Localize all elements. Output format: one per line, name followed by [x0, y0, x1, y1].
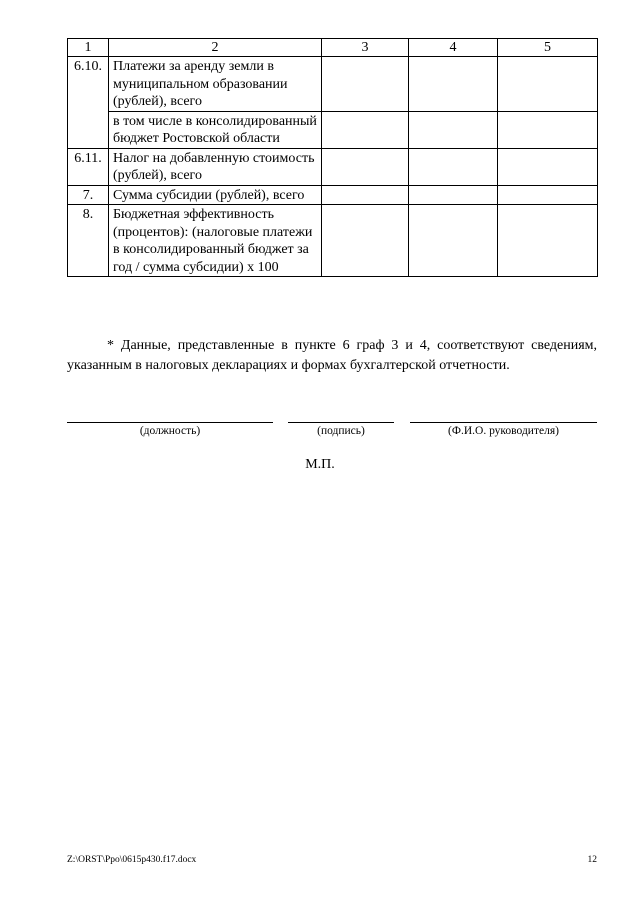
value-cell — [498, 57, 598, 112]
value-cell — [498, 205, 598, 277]
table-row — [68, 205, 598, 277]
table-row — [68, 185, 598, 205]
row-description: Платежи за аренду земли в муниципальном образовании (рублей), всего — [109, 57, 322, 112]
row-number: 6.10. — [68, 57, 109, 112]
value-cell — [498, 185, 598, 205]
value-cell — [409, 111, 498, 148]
row-description: Сумма субсидии (рублей), всего — [109, 185, 322, 205]
row-number: 6.11. — [68, 148, 109, 185]
header-cell-5: 5 — [498, 39, 598, 57]
row-number: 7. — [68, 185, 109, 205]
stamp-place: М.П. — [305, 457, 335, 472]
name-line — [410, 422, 597, 423]
footnote: * Данные, представленные в пункте 6 граф 3 и 4, соответствуют сведениям, указанным в налоговых декларациях и формах бухгалтерской отчетности. — [67, 338, 597, 373]
value-cell — [322, 205, 409, 277]
signature-caption: (подпись) — [317, 425, 365, 437]
value-cell — [409, 205, 498, 277]
value-cell — [498, 148, 598, 185]
table-header-row — [68, 39, 598, 57]
header-cell-3: 3 — [322, 39, 409, 57]
page-number: 12 — [587, 855, 597, 865]
position-line — [67, 422, 273, 423]
table-row — [68, 57, 598, 112]
table-row — [68, 148, 598, 185]
row-number — [68, 111, 109, 148]
value-cell — [409, 185, 498, 205]
value-cell — [322, 148, 409, 185]
row-description: Налог на добавленную стоимость (рублей), всего — [109, 148, 322, 185]
value-cell — [322, 57, 409, 112]
row-description: Бюджетная эффективность (процентов): (налоговые платежи в консолидированный бюджет за год / сумма субсидии) х 100 — [109, 205, 322, 277]
header-cell-4: 4 — [409, 39, 498, 57]
row-description: в том числе в консолидированный бюджет Ростовской области — [109, 111, 322, 148]
header-cell-1: 1 — [68, 39, 109, 57]
footer-file-path: Z:\ORST\Ppo\0615p430.f17.docx — [67, 855, 197, 865]
value-cell — [409, 57, 498, 112]
header-cell-2: 2 — [109, 39, 322, 57]
value-cell — [322, 111, 409, 148]
signature-line — [288, 422, 394, 423]
data-table — [67, 38, 598, 277]
position-caption: (должность) — [139, 425, 201, 437]
name-caption: (Ф.И.О. руководителя) — [448, 425, 559, 437]
row-number: 8. — [68, 205, 109, 277]
table-row — [68, 111, 598, 148]
value-cell — [322, 185, 409, 205]
value-cell — [498, 111, 598, 148]
value-cell — [409, 148, 498, 185]
